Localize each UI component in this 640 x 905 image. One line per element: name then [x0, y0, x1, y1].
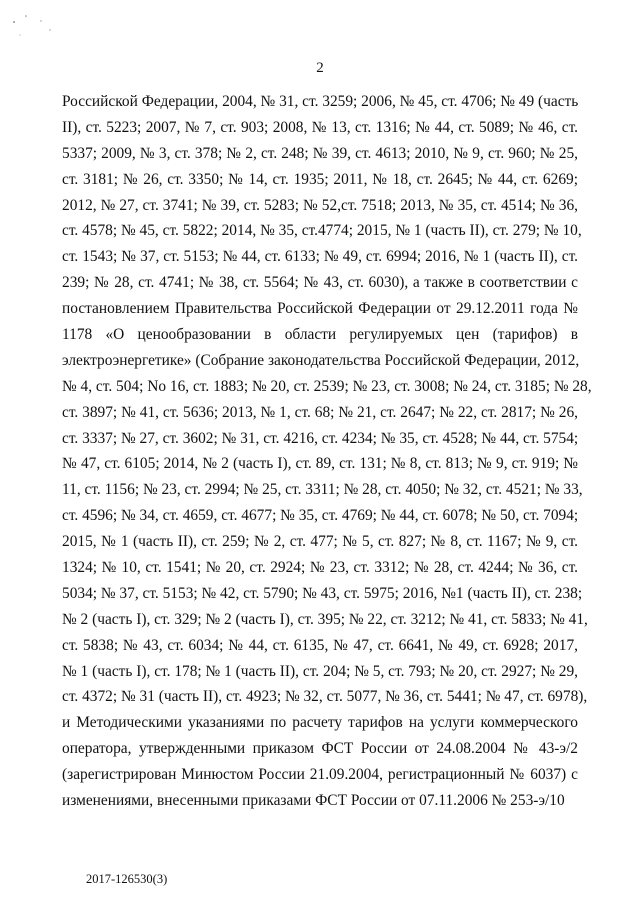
text-line: № 2 (часть I), ст. 329; № 2 (часть I), ст. 395; № 22, ст. 3212; № 41, ст. 5833; № 41, [62, 610, 588, 628]
text-line: II), ст. 5223; 2007, № 7, ст. 903; 2008, № 13, ст. 1316; № 44, ст. 5089; № 46, ст. [62, 118, 578, 136]
scan-speck-mark [8, 8, 68, 48]
text-line: ст. 4578; № 45, ст. 5822; 2014, № 35, ст.4774; 2015, № 1 (часть II), ст. 279; № 10, [62, 222, 582, 240]
text-line: 239; № 28, ст. 4741; № 38, ст. 5564; № 43, ст. 6030), а также в соответствии с [62, 274, 578, 292]
text-line: 5337; 2009, № 3, ст. 378; № 2, ст. 248; № 39, ст. 4613; 2010, № 9, ст. 960; № 25, [62, 144, 578, 162]
page-number: 2 [316, 60, 324, 76]
text-line: ст. 3181; № 26, ст. 3350; № 14, ст. 1935; 2011, № 18, ст. 2645; № 44, ст. 6269; [62, 170, 578, 188]
text-line: № 4, ст. 504; No 16, ст. 1883; № 20, ст. 2539; № 23, ст. 3008; № 24, ст. 3185; № 28, [62, 377, 592, 395]
text-line: 1178 «О ценообразовании в области регулируемых цен (тарифов) в [62, 326, 578, 344]
document-body-text [62, 89, 592, 814]
text-line: 1324; № 10, ст. 1541; № 20, ст. 2924; № 23, ст. 3312; № 28, ст. 4244; № 36, ст. [62, 559, 578, 577]
text-line: 5034; № 37, ст. 5153; № 42, ст. 5790; № 43, ст. 5975; 2016, №1 (часть II), ст. 238; [62, 584, 583, 602]
text-line: электроэнергетике» (Собрание законодательства Российской Федерации, 2012, [62, 351, 580, 369]
text-line: ст. 3337; № 27, ст. 3602; № 31, ст. 4216, ст. 4234; № 35, ст. 4528; № 44, ст. 5754; [62, 429, 579, 447]
text-line: № 1 (часть I), ст. 178; № 1 (часть II), ст. 204; № 5, ст. 793; № 20, ст. 2927; № 29, [62, 662, 578, 680]
text-line: оператора, утвержденными приказом ФСТ России от 24.08.2004 № 43-э/2 [62, 740, 578, 758]
text-line: ст. 1543; № 37, ст. 5153; № 44, ст. 6133; № 49, ст. 6994; 2016, № 1 (часть II), ст. [62, 248, 578, 266]
text-line: постановлением Правительства Российской Федерации от 29.12.2011 года № [62, 300, 578, 318]
text-line: (зарегистрирован Минюстом России 21.09.2004, регистрационный № 6037) с [62, 766, 578, 784]
text-line: 2012, № 27, ст. 3741; № 39, ст. 5283; № 52,ст. 7518; 2013, № 35, ст. 4514; № 36, [62, 196, 578, 214]
text-line: ст. 4596; № 34, ст. 4659, ст. 4677; № 35, ст. 4769; № 44, ст. 6078; № 50, ст. 7094; [62, 507, 579, 525]
text-line: ст. 4372; № 31 (часть II), ст. 4923; № 32, ст. 5077, № 36, ст. 5441; № 47, ст. 6978), [62, 688, 588, 706]
text-line: 11, ст. 1156; № 23, ст. 2994; № 25, ст. 3311; № 28, ст. 4050; № 32, ст. 4521; № 33, [62, 481, 583, 499]
text-line: и Методическими указаниями по расчету тарифов на услуги коммерческого [62, 714, 578, 732]
text-line: изменениями, внесенными приказами ФСТ России от 07.11.2006 № 253-э/10 [62, 792, 565, 810]
text-line: ст. 5838; № 43, ст. 6034; № 44, ст. 6135, № 47, ст. 6641, № 49, ст. 6928; 2017, [62, 636, 578, 654]
text-line: ст. 3897; № 41, ст. 5636; 2013, № 1, ст. 68; № 21, ст. 2647; № 22, ст. 2817; № 26, [62, 403, 578, 421]
document-footer-code: 2017-126530(3) [86, 872, 168, 886]
text-line: 2015, № 1 (часть II), ст. 259; № 2, ст. 477; № 5, ст. 827; № 8, ст. 1167; № 9, ст. [62, 533, 578, 551]
text-line: Российской Федерации, 2004, № 31, ст. 3259; 2006, № 45, ст. 4706; № 49 (часть [62, 93, 579, 110]
text-line: № 47, ст. 6105; 2014, № 2 (часть I), ст. 89, ст. 131; № 8, ст. 813; № 9, ст. 919; № [62, 455, 578, 473]
